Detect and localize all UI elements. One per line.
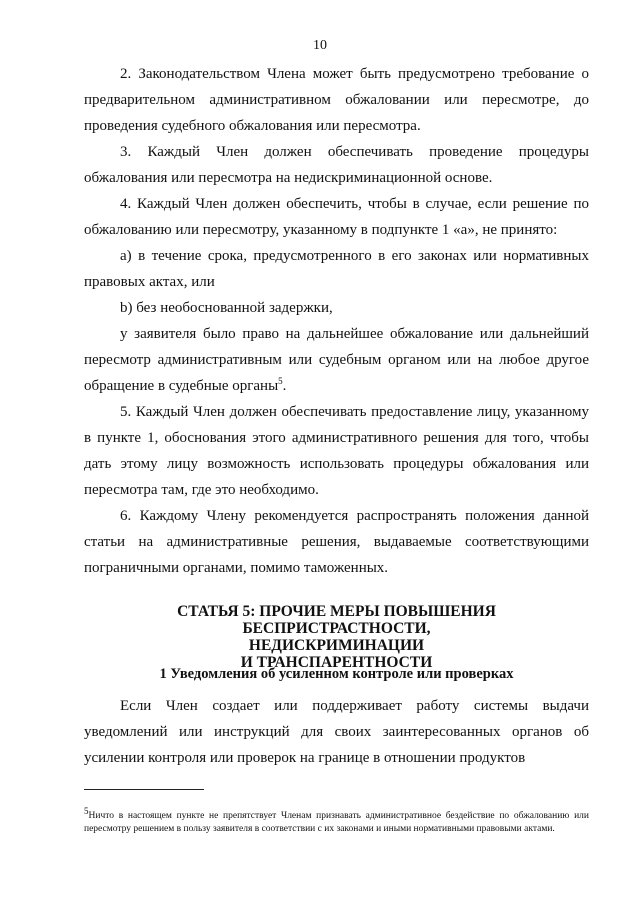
body-section-bottom — [84, 693, 589, 771]
footnote-divider — [84, 789, 204, 790]
page-number: 10 — [313, 38, 327, 53]
article-heading-line-3: И ТРАНСПАРЕНТНОСТИ — [240, 654, 433, 671]
paragraph-6: 6. Каждому Члену рекомендуется распространять положения данной статьи на административные решения, выдаваемые соответствующими пограничными органами, помимо таможенных. — [84, 508, 589, 576]
paragraph-3: 3. Каждый Член должен обеспечивать проведение процедуры обжалования или пересмотра на недискриминационной основе. — [84, 144, 589, 186]
paragraph-4: 4. Каждый Член должен обеспечить, чтобы в случае, если решение по обжалованию или пересмотру, указанному в подпункте 1 «а», не принято: — [84, 196, 589, 238]
paragraph-4a: a) в течение срока, предусмотренного в его законах или нормативных правовых актах, или — [84, 248, 589, 290]
section-subheading: 1 Уведомления об усиленном контроле или проверках — [159, 666, 514, 682]
footnote-text: Ничто в настоящем пункте не препятствует Членам признавать административное бездействие по обжалованию или пересмотру решением в пользу заявителя в соответствии с их законами и иными нормативными правовыми актами. — [84, 811, 589, 834]
paragraph-2: 2. Законодательством Члена может быть предусмотрено требование о предварительном административном обжаловании или пересмотре, до проведения судебного обжалования или пересмотра. — [84, 66, 589, 134]
footnote-marker: 5 — [278, 376, 283, 386]
article-heading-line-2: НЕДИСКРИМИНАЦИИ — [248, 637, 425, 654]
body-section-top — [84, 61, 589, 581]
paragraph-5: 5. Каждый Член должен обеспечивать предоставление лицу, указанному в пункте 1, обоснования этого административного решения для того, чтобы дать этому лицу возможность использовать процедуры обжалования или пересмотра там, где это необходимо. — [84, 404, 589, 498]
paragraph-4-conclusion-text: у заявителя было право на дальнейшее обжалование или дальнейший пересмотр административным или судебным органом или на любое другое обращение в судебные органы — [84, 326, 589, 394]
footnote-number: 5 — [84, 805, 89, 816]
article-heading-line-1: СТАТЬЯ 5: ПРОЧИЕ МЕРЫ ПОВЫШЕНИЯ БЕСПРИСТРАСТНОСТИ, — [177, 603, 496, 637]
footnote — [84, 805, 589, 836]
paragraph-notifications: Если Член создает или поддерживает работу системы выдачи уведомлений или инструкций для своих заинтересованных органов об усилении контроля или проверок на границе в отношении продуктов — [84, 698, 589, 766]
article-heading — [84, 603, 589, 671]
paragraph-4b: b) без необоснованной задержки, — [120, 300, 333, 316]
paragraph-4-conclusion: у заявителя было право на дальнейшее обжалование или дальнейший пересмотр административным или судебным органом или на любое другое обращение в судебные органы$^5$. — [84, 326, 589, 394]
